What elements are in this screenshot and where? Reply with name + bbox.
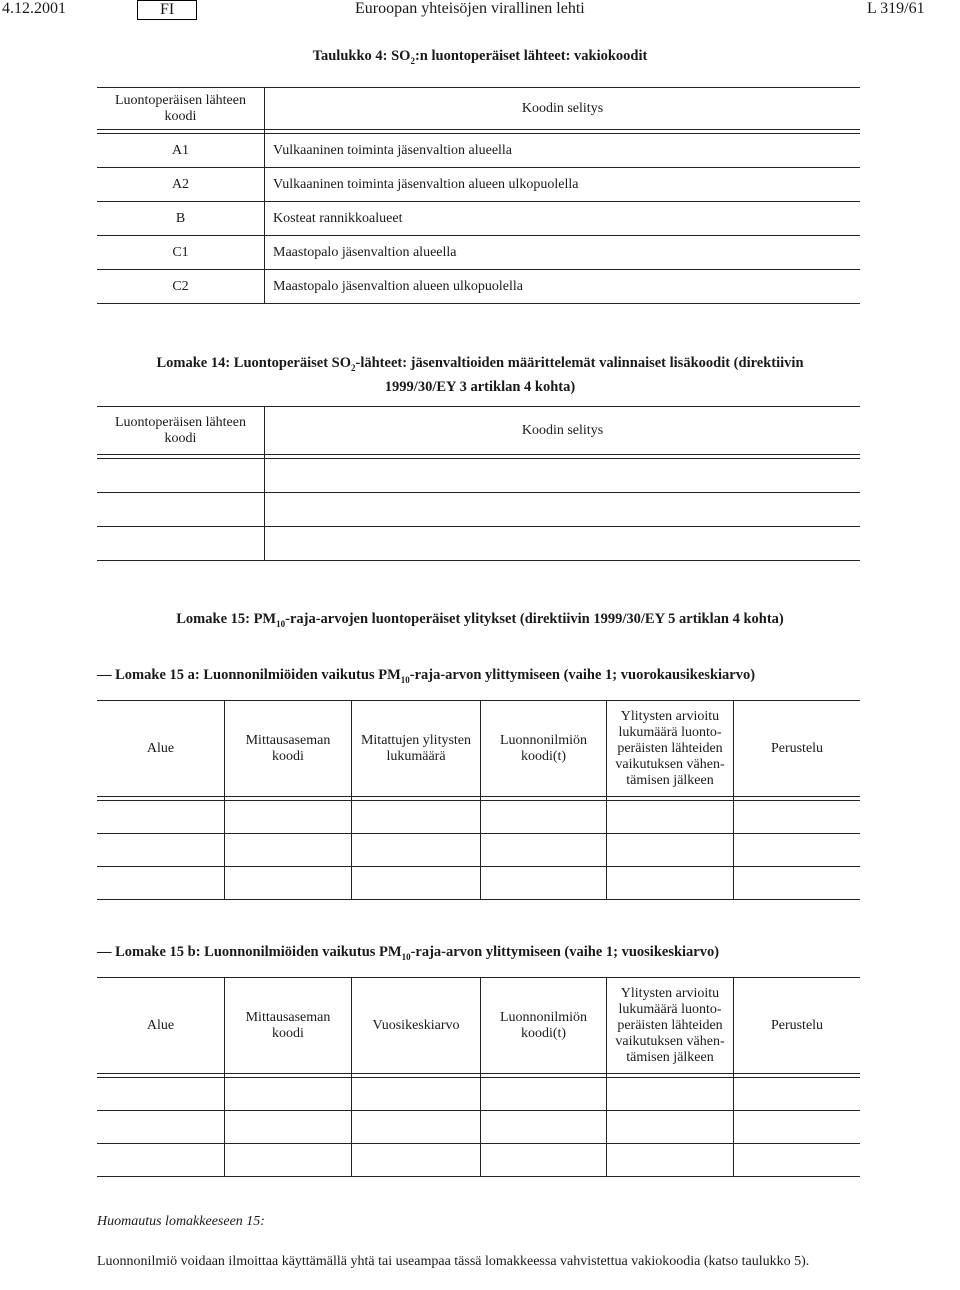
form15b-col-station-code: Mittausaseman koodi: [225, 978, 352, 1074]
form15a-col-measured-exceedances: Mitattujen ylitysten lukumäärä: [352, 701, 481, 797]
table-row: [97, 459, 860, 493]
source-code-cell: C1: [97, 236, 265, 270]
form15b-title: — Lomake 15 b: Luonnonilmiöiden vaikutus $PM_{10}-raja$-arvon ylittymiseen (vaihe 1; vuosikeskiarvo): [97, 944, 720, 962]
form14-table: [97, 406, 860, 561]
table-row: [97, 1111, 860, 1144]
form15a-table: [97, 700, 860, 900]
form15b-col-event-codes: Luonnonilmiön koodi(t): [481, 978, 607, 1074]
form15a-col-area: Alue: [97, 701, 225, 797]
table-row: [97, 134, 860, 168]
source-desc-cell: Vulkaaninen toiminta jäsenvaltion alueen ulkopuolella: [265, 168, 861, 202]
source-desc-cell: Maastopalo jäsenvaltion alueella: [265, 236, 861, 270]
source-code-cell: C2: [97, 270, 265, 304]
form15b-col-annual-mean: Vuosikeskiarvo: [352, 978, 481, 1074]
form14-title: Lomake 14: Luontoperäiset $SO_2$-lähteet: jäsenvaltioiden määrittelemät valinnaiset lisäkoodit (direktiivin 1999/30/EY 3 artiklan 4 kohta): [156, 355, 804, 395]
header-language-code: FI: [137, 0, 197, 20]
table-row: [97, 1144, 860, 1177]
source-desc-cell: Maastopalo jäsenvaltion alueen ulkopuolella: [265, 270, 861, 304]
form15b-table: [97, 977, 860, 1177]
form15a-col-justification: Perustelu: [734, 701, 861, 797]
form15a-col-estimated-exceedances: Ylitysten arvioitu lukumäärä luonto- peräisten lähteiden vaikutuksen vähen- tämisen jälkeen: [607, 701, 734, 797]
table-row: [97, 867, 860, 900]
form15-title: Lomake 15: $PM_{10}-raja$-arvojen luontoperäiset ylitykset (direktiivin 1999/30/EY 5 artiklan 4 kohta): [176, 611, 784, 629]
table4-col-code-header: Luontoperäisen lähteen koodi: [97, 88, 265, 130]
form15a-col-event-codes: Luonnonilmiön koodi(t): [481, 701, 607, 797]
page-header: [0, 0, 960, 22]
form15b-col-area: Alue: [97, 978, 225, 1074]
form15a-col-station-code: Mittausaseman koodi: [225, 701, 352, 797]
header-page-number: L 319/61: [867, 0, 925, 17]
table-row: [97, 493, 860, 527]
table4-col-desc-header: Koodin selitys: [265, 88, 861, 130]
form14-col-code-header: Luontoperäisen lähteen koodi: [97, 407, 265, 455]
form15a-title: — Lomake 15 a: Luonnonilmiöiden vaikutus $PM_{10}-raja$-arvon ylittymiseen (vaihe 1; vuorokausikeskiarvo): [97, 667, 756, 685]
table-row: [97, 527, 860, 561]
table-row: [97, 236, 860, 270]
table-row: [97, 1078, 860, 1111]
header-journal-title: Euroopan yhteisöjen virallinen lehti: [355, 0, 585, 17]
form15b-col-justification: Perustelu: [734, 978, 861, 1074]
table-row: [97, 202, 860, 236]
header-date: 4.12.2001: [2, 0, 66, 17]
table4: [97, 87, 860, 304]
table-row: [97, 270, 860, 304]
source-code-cell: A2: [97, 168, 265, 202]
note-heading: Huomautus lomakkeeseen 15:: [97, 1214, 265, 1229]
source-code-cell: B: [97, 202, 265, 236]
table-row: [97, 168, 860, 202]
source-desc-cell: Kosteat rannikkoalueet: [265, 202, 861, 236]
form15b-col-estimated-exceedances: Ylitysten arvioitu lukumäärä luonto- peräisten lähteiden vaikutuksen vähen- tämisen jälkeen: [607, 978, 734, 1074]
table-row: [97, 834, 860, 867]
source-desc-cell: Vulkaaninen toiminta jäsenvaltion alueella: [265, 134, 861, 168]
source-code-cell: A1: [97, 134, 265, 168]
form14-col-desc-header: Koodin selitys: [265, 407, 861, 455]
note-text: Luonnonilmiö voidaan ilmoittaa käyttämällä yhtä tai useampaa tässä lomakkeessa vahvistettua vakiokoodia (katso taulukko 5).: [97, 1254, 810, 1269]
table4-title: Taulukko 4: $SO_2:n$ luontoperäiset lähteet: vakiokoodit: [312, 48, 648, 66]
table-row: [97, 801, 860, 834]
